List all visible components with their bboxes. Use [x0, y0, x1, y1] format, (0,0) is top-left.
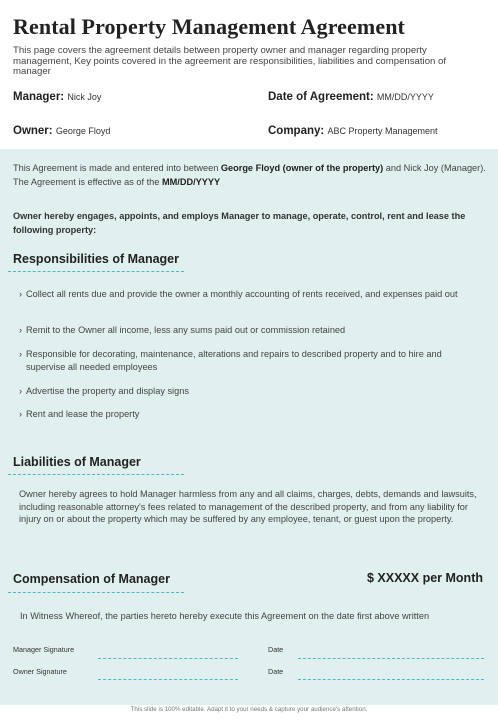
- manager-field: [13, 91, 101, 103]
- list-item: › Remit to the Owner all income, less any sums paid out or commission retained: [19, 325, 346, 335]
- responsibilities-divider: [8, 271, 184, 272]
- owner-field: [13, 125, 110, 137]
- list-item-text: Advertise the property and display signs: [26, 386, 189, 396]
- owner-signature-label: Owner Signature: [13, 667, 67, 676]
- date-field: [268, 91, 434, 103]
- list-item-text: Rent and lease the property: [26, 409, 140, 419]
- liabilities-divider: [8, 474, 184, 475]
- manager-signature-label: Manager Signature: [13, 645, 75, 654]
- agreement-owner: George Floyd (owner of the property): [220, 163, 384, 173]
- manager-value: Nick Joy: [67, 92, 102, 102]
- date-line-1[interactable]: [298, 658, 484, 659]
- company-value: ABC Property Management: [327, 126, 438, 136]
- owner-value: George Floyd: [55, 126, 111, 136]
- compensation-divider: [8, 592, 184, 593]
- date-label: Date of Agreement:: [268, 91, 374, 103]
- page-title: Rental Property Management Agreement: [13, 14, 405, 39]
- responsibilities-heading: Responsibilities of Manager: [13, 252, 180, 266]
- list-item: › Collect all rents due and provide the owner a monthly accounting of rents received, and expenses paid out: [19, 289, 458, 299]
- list-item-text: Remit to the Owner all income, less any sums paid out or commission retained: [26, 325, 346, 335]
- list-item-text: Responsible for decorating, maintenance, alterations and repairs to described property and to hire and supervise all needed employees: [26, 349, 442, 372]
- liabilities-heading: Liabilities of Manager: [13, 455, 141, 469]
- compensation-amount: $ XXXXX per Month: [367, 571, 483, 585]
- engagement-text: Owner hereby engages, appoints, and employs Manager to manage, operate, control, rent and lease the following property:: [13, 211, 466, 235]
- intro-text: This page covers the agreement details between property owner and manager regarding property management, Key points covered in the agreement are responsibilities, liabilities and compensation of manager: [13, 45, 447, 77]
- manager-signature-line[interactable]: [98, 658, 238, 659]
- manager-label: Manager:: [13, 91, 65, 103]
- agreement-date: MM/DD/YYYY: [161, 176, 221, 187]
- date-label-1: Date: [268, 645, 284, 654]
- list-item: › Responsible for decorating, maintenance, alterations and repairs to described property and to hire and supervise all needed employees: [19, 349, 442, 372]
- date-value: MM/DD/YYYY: [376, 92, 434, 102]
- company-label: Company:: [268, 125, 325, 137]
- list-item-text: Collect all rents due and provide the owner a monthly accounting of rents received, and expenses paid out: [26, 289, 458, 299]
- liabilities-text: Owner hereby agrees to hold Manager harmless from any and all claims, charges, debts, demands and lawsuits, including reasonable attorney's fees related to management of the described property, and from any liability for injury on or about the property which may be suffered by any employee, tenant, or guest upon the property.: [19, 489, 477, 525]
- agreement-part2: and Nick Joy (Manager). The Agreement is effective as of the: [13, 163, 486, 187]
- agreement-text: [13, 162, 487, 189]
- witness-text: In Witness Whereof, the parties hereto hereby execute this Agreement on the date first above written: [20, 611, 430, 621]
- date-line-2[interactable]: [298, 679, 484, 680]
- footer-note: This slide is 100% editable. Adapt it to your needs & capture your audience's attention.: [0, 705, 498, 720]
- owner-label: Owner:: [13, 125, 53, 137]
- date-label-2: Date: [268, 667, 284, 676]
- list-item: › Advertise the property and display signs: [19, 386, 189, 396]
- owner-signature-line[interactable]: [98, 679, 238, 680]
- compensation-heading: Compensation of Manager: [13, 572, 170, 586]
- agreement-part1: This Agreement is made and entered into between: [13, 163, 221, 173]
- list-item: › Rent and lease the property: [19, 409, 140, 419]
- company-field: [268, 125, 438, 137]
